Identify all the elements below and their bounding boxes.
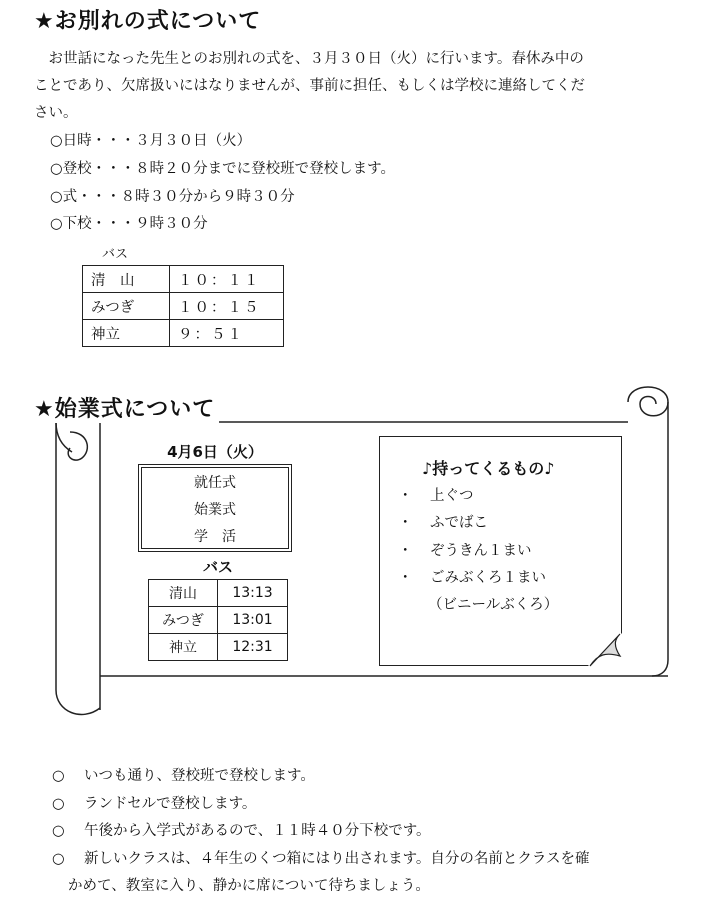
table-row <box>83 293 284 320</box>
farewell-intro-line-1: お世話になった先生とのお別れの式を、３月３０日（火）に行います。春休み中の <box>34 51 584 67</box>
farewell-item-arrival: ○登校・・・８時２０分までに登校班で登校します。 <box>50 161 395 177</box>
bus-time-cell: 13:13 <box>218 580 288 607</box>
bring-title: ♪持ってくるもの♪ <box>422 459 555 478</box>
bullet-icon: ・ <box>398 515 413 531</box>
opening-events-box <box>138 464 292 552</box>
bullet-icon: ・ <box>398 543 413 559</box>
bring-item: ごみぶくろ１まい <box>430 570 546 586</box>
circle-bullet-icon: ○ <box>52 768 65 784</box>
bullet-icon: ・ <box>398 570 413 586</box>
bus-time-cell: 13:01 <box>218 607 288 634</box>
list-item <box>52 846 589 873</box>
farewell-intro-line-2: ことであり、欠席扱いにはなりませんが、事前に担任、もしくは学校に連絡してくだ <box>34 78 585 94</box>
opening-event: 就任式 <box>194 475 236 491</box>
bus-stop-cell: 神立 <box>83 320 170 347</box>
bus-stop-cell: みつぎ <box>83 293 170 320</box>
opening-date: 4月6日（火） <box>167 443 263 461</box>
farewell-item-dismissal: ○下校・・・９時３０分 <box>50 216 208 232</box>
bullet-icon: ・ <box>398 488 413 504</box>
table-row <box>149 607 288 634</box>
farewell-intro-line-3: さい。 <box>34 105 78 121</box>
bus-time-cell: ９：５１ <box>170 320 284 347</box>
table-row <box>83 320 284 347</box>
circle-bullet-icon: ○ <box>52 851 65 867</box>
farewell-item-date: ○日時・・・３月３０日（火） <box>50 133 252 149</box>
list-item <box>52 763 315 790</box>
opening-bus-label: バス <box>202 558 233 576</box>
table-row <box>83 266 284 293</box>
bus-time-cell: １０：１５ <box>170 293 284 320</box>
opening-event: 学 活 <box>194 529 236 545</box>
bus-stop-cell: 清 山 <box>83 266 170 293</box>
farewell-item-ceremony: ○式・・・８時３０分から９時３０分 <box>50 189 295 205</box>
table-row <box>149 580 288 607</box>
bring-item: 上ぐつ <box>430 488 474 504</box>
bus-stop-cell: 神立 <box>149 634 218 661</box>
bus-time-cell: １０：１１ <box>170 266 284 293</box>
list-item <box>52 791 256 818</box>
opening-bus-table <box>148 579 288 661</box>
list-item <box>398 484 474 505</box>
bring-item: ぞうきん１まい <box>430 543 532 559</box>
list-item <box>52 818 431 845</box>
note-text: いつも通り、登校班で登校します。 <box>84 768 315 784</box>
note-text: 新しいクラスは、４年生のくつ箱にはり出されます。自分の名前とクラスを確 <box>84 851 590 867</box>
page-curl-icon <box>588 630 624 668</box>
note-continuation: かめて、教室に入り、静かに席について待ちましょう。 <box>68 878 430 894</box>
bus-stop-cell: みつぎ <box>149 607 218 634</box>
opening-title: ★始業式について <box>34 392 219 423</box>
note-text: ランドセルで登校します。 <box>84 796 257 812</box>
list-item <box>398 566 546 587</box>
table-row <box>149 634 288 661</box>
note-text: 午後から入学式があるので、１１時４０分下校です。 <box>84 823 431 839</box>
bus-time-cell: 12:31 <box>218 634 288 661</box>
farewell-bus-table <box>82 265 284 347</box>
farewell-title: ★お別れの式について <box>34 9 262 34</box>
circle-bullet-icon: ○ <box>52 823 65 839</box>
circle-bullet-icon: ○ <box>52 796 65 812</box>
list-item <box>398 539 532 560</box>
farewell-bus-label: バス <box>102 247 129 262</box>
bus-stop-cell: 清山 <box>149 580 218 607</box>
bring-item: ふでばこ <box>430 515 488 531</box>
list-item <box>398 511 488 532</box>
opening-event: 始業式 <box>194 502 236 518</box>
bring-item-note: （ビニールぶくろ） <box>428 597 559 613</box>
